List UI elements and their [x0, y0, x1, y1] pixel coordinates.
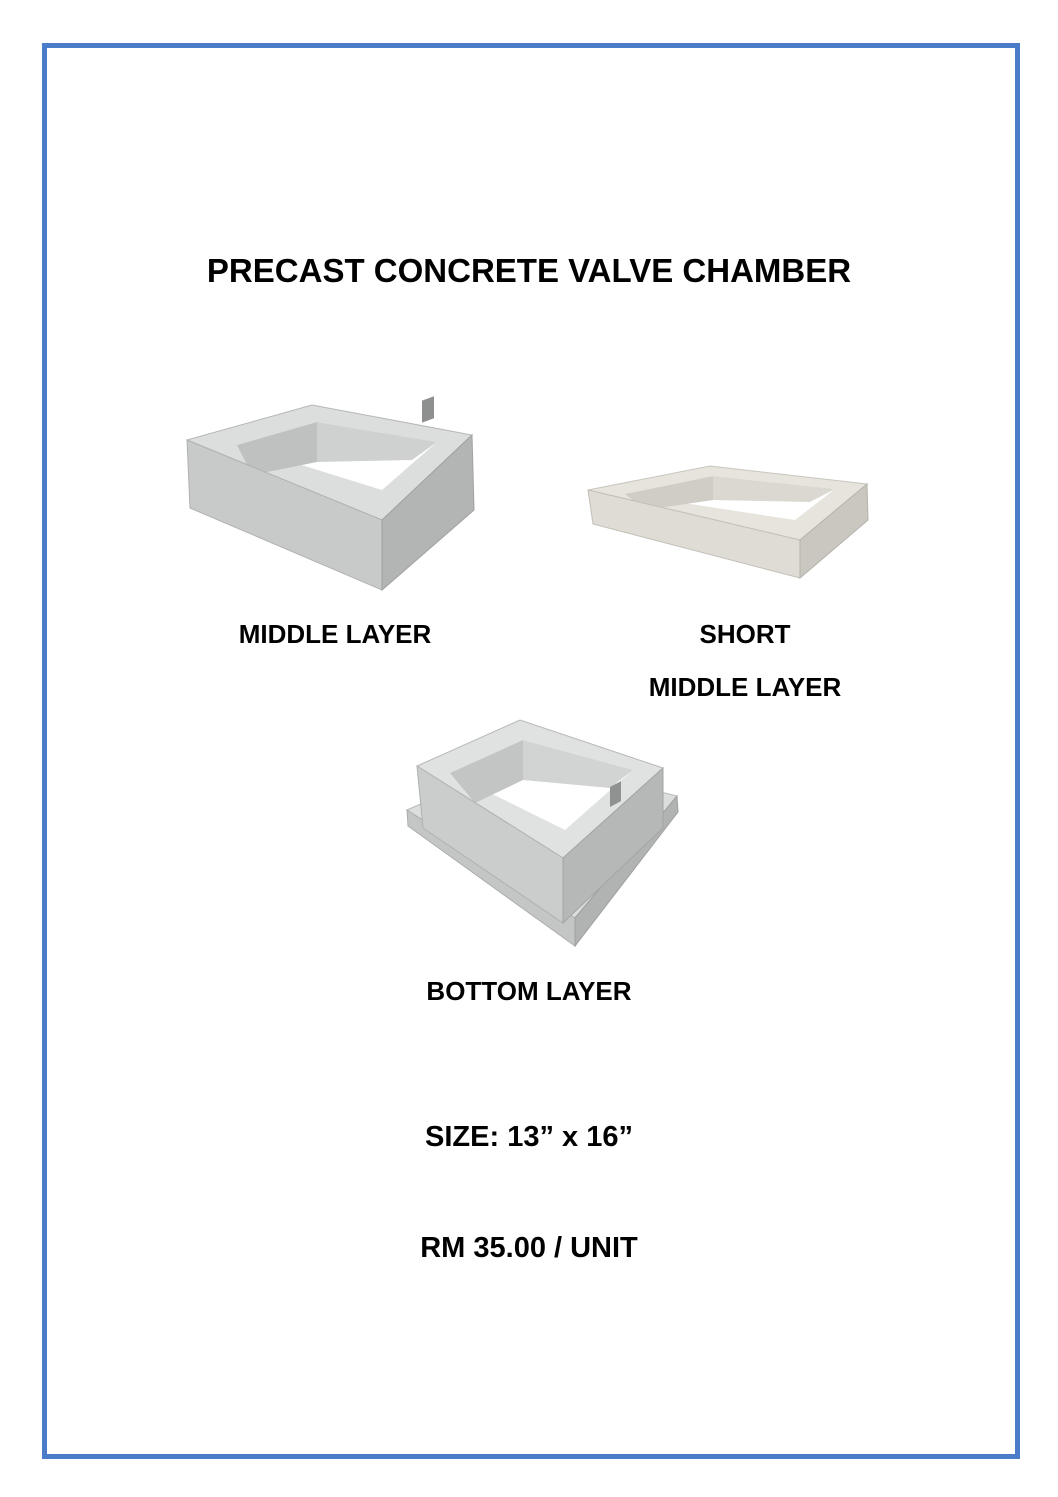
size-text: SIZE: 13” x 16” — [425, 1121, 633, 1153]
price-text: RM 35.00 / UNIT — [420, 1232, 638, 1264]
short-middle-layer-label-line1: SHORT — [699, 619, 791, 649]
short-middle-layer-label-line2: MIDDLE LAYER — [648, 672, 842, 702]
short-middle-layer-image — [585, 462, 870, 582]
middle-layer-label: MIDDLE LAYER — [238, 619, 432, 649]
bottom-layer-label: BOTTOM LAYER — [426, 976, 632, 1006]
page-title: PRECAST CONCRETE VALVE CHAMBER — [206, 252, 852, 289]
middle-layer-image — [182, 400, 477, 592]
bottom-layer-image — [405, 718, 680, 948]
